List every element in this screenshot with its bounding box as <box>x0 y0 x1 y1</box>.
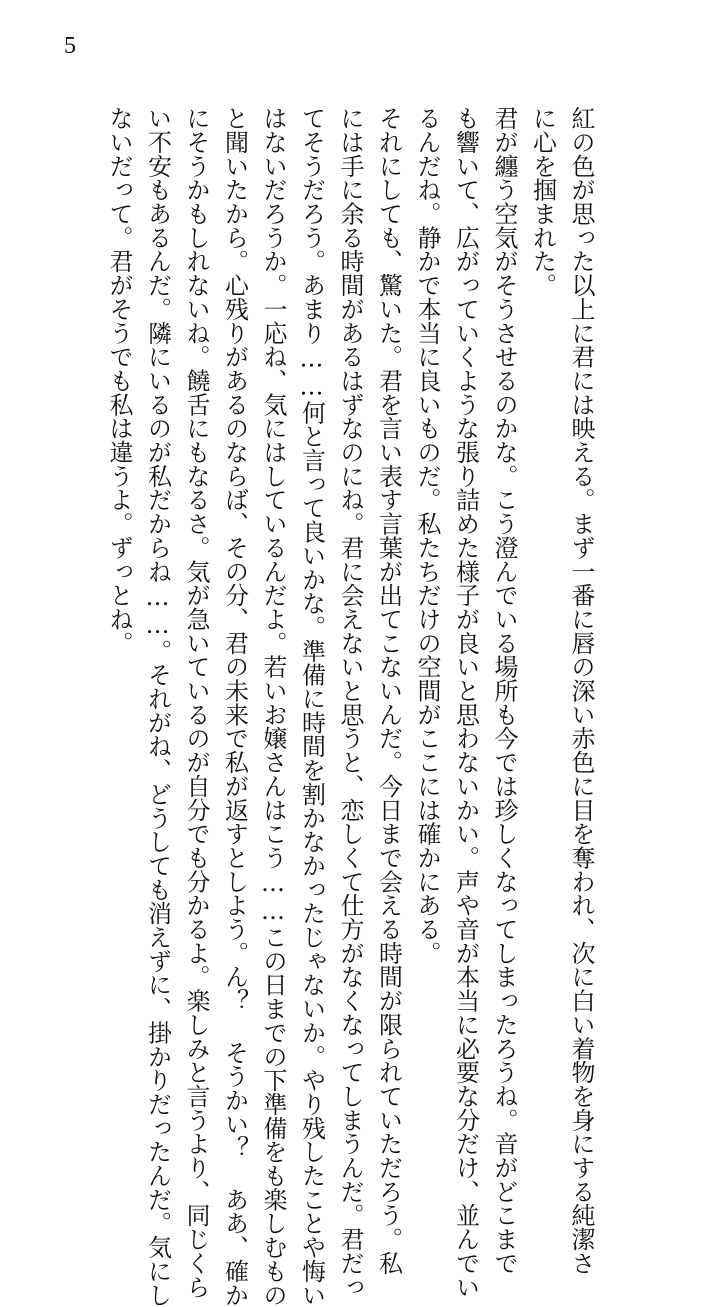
text-line: ないだって。君がそうでも私は違うよ。ずっとね。 <box>105 106 133 655</box>
text-line: はないだろうか。一応ね、気にはしているんだよ。若いお嬢さんはこう……この日までの下準備をも楽しむもの <box>259 106 287 1307</box>
page-number: 5 <box>64 33 76 59</box>
text-line: と聞いたから。心残りがあるのならば、その分、君の未来で私が返すとしよう。ん？ そうかい？ ああ、確か <box>220 106 249 1307</box>
text-line: にそうかもしれないね。饒舌にもなるさ。気が急いているのが自分でも分かるよ。楽しみと言うより、同じくら <box>182 106 210 1299</box>
text-line: てそうだろう。あまり……何と言って良いかな。準備に時間を割かなかったじゃないか。やり残したことや悔い <box>297 106 326 1307</box>
vertical-text-block <box>105 106 595 1307</box>
text-line: には手に余る時間があるはずなのにね。君に会えないと思うと、恋しくて仕方がなくなってしまうんだ。君だっ <box>336 106 364 1299</box>
text-line: も響いて、広がっていくような張り詰めた様子が良いと思わないかい。声や音が本当に必要な分だけ、並んでい <box>451 106 480 1299</box>
text-line: に心を掴まれた。 <box>528 106 557 297</box>
text-line: い不安もあるんだ。隣にいるのが私だからね……。それがね、どうしても消えずに、掛かりだったんだ。気にし <box>143 106 172 1307</box>
text-line: 君が纏う空気がそうさせるのかな。こう澄んでいる場所も今では珍しくなってしまったろうね。音がどこまで <box>490 106 518 1275</box>
text-line: 紅の色が思った以上に君には映える。まず一番に唇の深い赤色に目を奪われ、次に白い着物を身にする純潔さ <box>567 106 595 1275</box>
text-line: それにしても、驚いた。君を言い表す言葉が出てこないんだ。今日まで会える時間が限られていただろう。私 <box>374 106 403 1275</box>
text-line: るんだね。静かで本当に良いものだ。私たちだけの空間がここには確かにある。 <box>413 106 441 965</box>
